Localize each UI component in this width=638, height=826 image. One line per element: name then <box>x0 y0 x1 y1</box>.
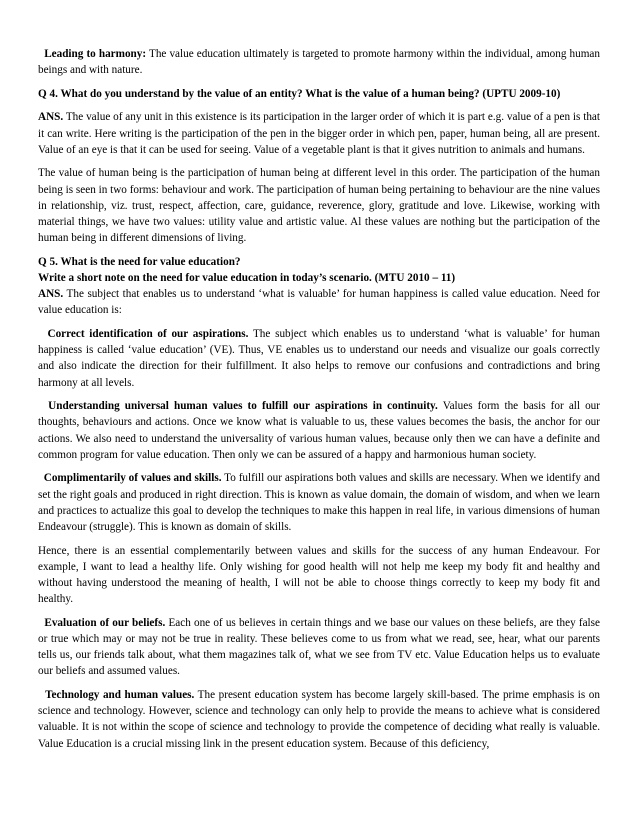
para-leading-to-harmony <box>38 46 600 78</box>
para-text: The value education ultimately is targeted to promote harmony within the individual, among human beings and with nature. <box>38 48 600 77</box>
para-value-of-human-being <box>38 165 600 246</box>
para-evaluation-of-beliefs <box>38 615 600 680</box>
document-page <box>38 46 600 759</box>
para-text: The subject which enables us to understand ‘what is valuable’ for human happiness is called ‘value education’ (VE). Thus, VE enables us to understand our needs and visualize our goals correctly and also indicate the direction for their fulfillment. It also helps to remove our confusions and contradictions and bring harmony at all levels. <box>38 328 600 389</box>
answer-label: ANS. <box>38 288 64 301</box>
question-5-subquestion <box>38 270 600 286</box>
answer-text: The value of any unit in this existence is its participation in the larger order of which it is part e.g. value of a pen is that it can write. Here writing is the participation of the pen in the bigger order in which pen, paper, human being, all are present. Value of an eye is that it can be used for seeing. Value of a vegetable plant is that it gives nutrition to animals and humans. <box>38 111 600 156</box>
para-lead: Evaluation of our beliefs. <box>44 616 166 629</box>
para-text: The present education system has become largely skill-based. The prime emphasis is on science and technology. However, science and technology can only help to provide the means to achieve what is considered valuable. It is not within the scope of science and technology to provide the competence of deciding what really is valuable. Value Education is a crucial missing link in the present education system. Because of this deficiency, <box>38 689 600 750</box>
para-correct-identification <box>38 326 600 391</box>
answer-label: ANS. <box>38 111 64 124</box>
para-text: Values form the basis for all our thoughts, behaviours and actions. Once we know what is valuable to us, these values becomes the basis, the anchor for our actions. We also need to understand the universality of various human values, because only then we can have a definite and common program for value education. Then only we can be assured of a happy and harmonious human society. <box>38 400 600 461</box>
para-text: The value of human being is the participation of human being at different level in this order. The participation of the human being is seen in two forms: behaviour and work. The participation of human being pertaining to behaviour are the nine values in relationship, viz. trust, respect, affection, care, guidance, reverence, glory, gratitude and love. Likewise, working with material things, we have two values: utility value and artistic value. Al these values are nothing but the participation of the human being in different dimensions of living. <box>38 167 600 245</box>
question-5 <box>38 254 600 270</box>
para-text: To fulfill our aspirations both values and skills are necessary. When we identify and set the right goals and produced in right direction. This is known as value domain, the domain of wisdom, and when we learn and practices to actualize this goal to develop the techniques to make this happen in real life, in various dimensions of human Endeavour (struggle). This is known as domain of skills. <box>38 472 600 534</box>
para-lead: Leading to harmony: <box>44 48 147 60</box>
para-universal-values <box>38 398 600 463</box>
para-lead: Complimentarily of values and skills. <box>43 472 222 485</box>
para-lead: Understanding universal human values to fulfill our aspirations in continuity. <box>48 400 438 413</box>
question-text: Q 5. What is the need for value education? <box>38 255 241 268</box>
para-lead: Technology and human values. <box>45 689 195 702</box>
question-text: Q 4. What do you understand by the value of an entity? What is the value of a human being? (UPTU 2009-10) <box>38 87 561 100</box>
answer-text: The subject that enables us to understand ‘what is valuable’ for human happiness is called value education. Need for value education is: <box>38 288 600 317</box>
answer-5 <box>38 286 600 318</box>
para-complementarily-example <box>38 543 600 608</box>
para-text: Hence, there is an essential complementarily between values and skills for the success of any human Endeavour. For example, I want to lead a healthy life. Only wishing for good health will not help me keep my body fit and healthy and without having understood the meaning of health, I will not be able to choose things correctly to keep my body fit and healthy. <box>38 544 600 606</box>
para-technology-and-values <box>38 687 600 752</box>
answer-4 <box>38 109 600 158</box>
para-values-and-skills <box>38 470 600 535</box>
para-lead: Correct identification of our aspirations. <box>47 328 249 340</box>
para-text: Each one of us believes in certain things and we base our values on these beliefs, are they false or true which may or may not be true in reality. These believes come to us from what we read, see, hear, what our parents tells us, our friends talk about, what them magazines talk of, what we see from TV etc. Value Education helps us to evaluate our beliefs and assumed values. <box>38 616 600 678</box>
question-text: Write a short note on the need for value education in today’s scenario. (MTU 2010 – 11) <box>38 272 456 284</box>
question-4 <box>38 86 600 102</box>
